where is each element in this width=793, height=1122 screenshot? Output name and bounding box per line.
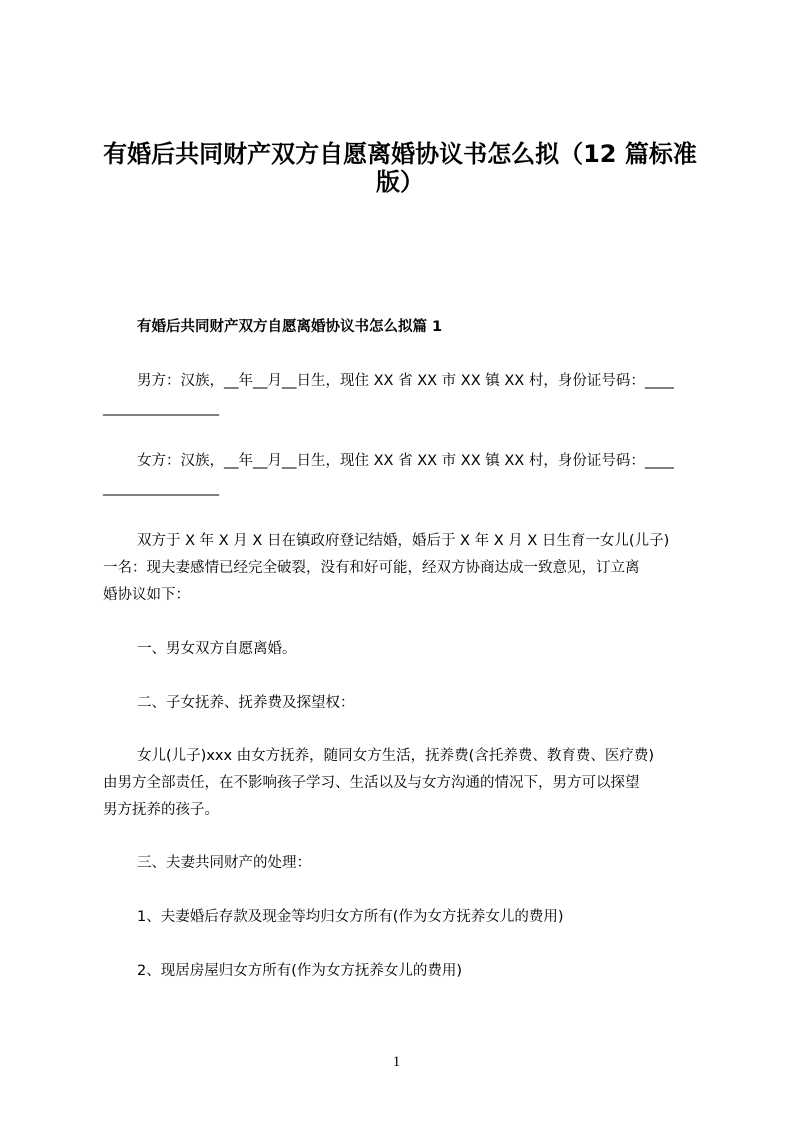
- man-id-blank: ________________: [103, 400, 219, 416]
- man-info-line: 男方：汉族，__年__月__日生，现住 XX 省 XX 市 XX 镇 XX 村，身份证号码：____: [137, 373, 674, 389]
- document-title: 有婚后共同财产双方自愿离婚协议书怎么拟（12 篇标准版）: [103, 140, 697, 196]
- clause-3: 三、夫妻共同财产的处理：: [137, 855, 311, 871]
- section-heading: 有婚后共同财产双方自愿离婚协议书怎么拟篇 1: [137, 319, 443, 335]
- property-item-2: 2、现居房屋归女方所有(作为女方抚养女儿的费用): [137, 963, 463, 979]
- marriage-paragraph-line-3: 婚协议如下：: [103, 587, 190, 603]
- marriage-paragraph-line-2: 一名：现夫妻感情已经完全破裂，没有和好可能，经双方协商达成一致意见，订立离: [103, 560, 640, 576]
- custody-paragraph-line-2: 由男方全部责任，在不影响孩子学习、生活以及与女方沟通的情况下，男方可以探望: [103, 775, 640, 791]
- clause-1: 一、男女双方自愿离婚。: [137, 641, 297, 657]
- page-number: 1: [392, 1054, 401, 1070]
- custody-paragraph-line-1: 女儿(儿子)xxx 由女方抚养，随同女方生活，抚养费(含托养费、教育费、医疗费): [137, 748, 654, 764]
- custody-paragraph-line-3: 男方抚养的孩子。: [103, 802, 219, 818]
- woman-id-blank: ________________: [103, 480, 219, 496]
- clause-2: 二、子女抚养、抚养费及探望权：: [137, 695, 355, 711]
- marriage-paragraph-line-1: 双方于 X 年 X 月 X 日在镇政府登记结婚，婚后于 X 年 X 月 X 日生育一女儿(儿子): [137, 533, 670, 549]
- woman-info-line: 女方：汉族，__年__月__日生，现住 XX 省 XX 市 XX 镇 XX 村，身份证号码：____: [137, 453, 674, 469]
- property-item-1: 1、夫妻婚后存款及现金等均归女方所有(作为女方抚养女儿的费用): [137, 909, 564, 925]
